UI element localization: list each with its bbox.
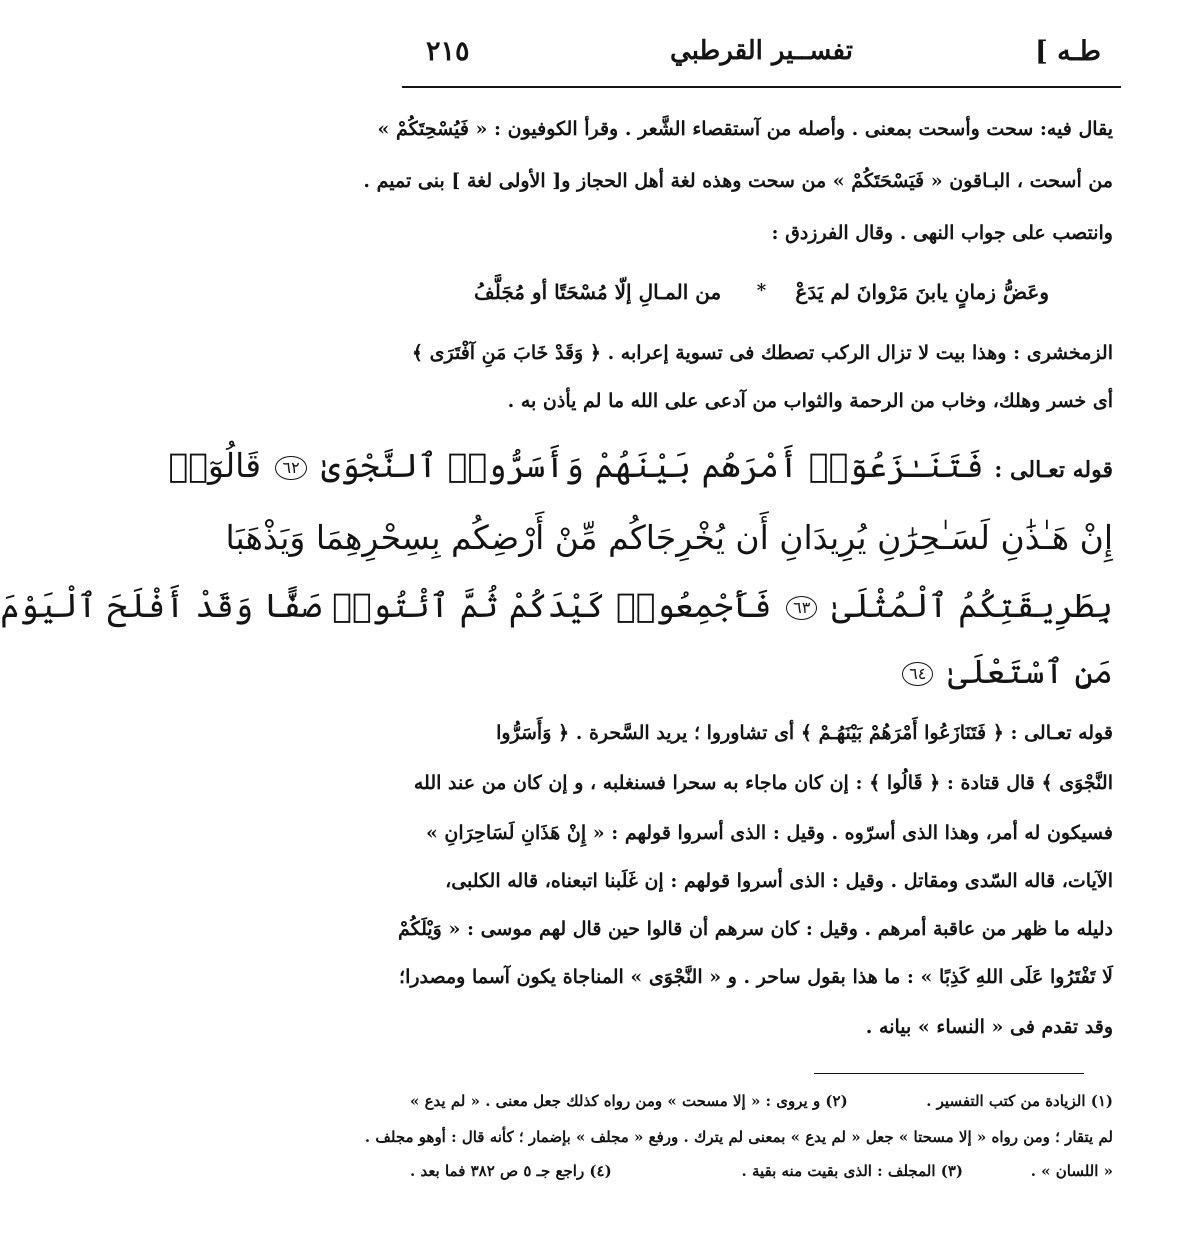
page-number: ٢١٥ bbox=[426, 36, 470, 67]
text-line-4: الزمخشرى : وهذا بيت لا تزال الركب تصطك فى تسوية إعرابه . ﴿ وَقَدْ خَابَ مَنِ آفْتَرَى ﴾ bbox=[411, 342, 1113, 364]
page-header bbox=[402, 32, 1121, 80]
poem-second-hemistich: من المـالِ إلّا مُسْحَتًا أو مُجَلَّفُ bbox=[474, 280, 722, 304]
poem-separator: * bbox=[756, 280, 767, 301]
text-line-5: أى خسر وهلك، وخاب من الرحمة والثواب من آدعى على الله ما لم يأذن به . bbox=[507, 390, 1113, 412]
poem-first-hemistich: وعَضُّ زمانٍ يابنَ مَرْوانَ لم يَدَعْ bbox=[795, 280, 1049, 304]
commentary-line-6: لَا تَفْتَرُوا عَلَى اللهِ كَذِبًا » : ما هذا بقول ساحر . و « النَّجْوَى » المناجاة يكون آسما ومصدرا؛ bbox=[399, 966, 1113, 988]
text-line-1: يقال فيه: سحت وأسحت بمعنى . وأصله من آستقصاء الشَّعر . وقرأ الكوفيون : « فَيُسْحِتَكُمْ » bbox=[377, 118, 1113, 140]
quran-line-4 bbox=[414, 652, 1113, 691]
verse-number-62: ٦٢ bbox=[275, 456, 306, 480]
quran-text: مَنِ ٱسْتَعْلَىٰ bbox=[947, 652, 1113, 691]
footnote-2: (٢) و يروى : « إلا مسحت » ومن رواه كذلك جعل معنى . « لم يدع » bbox=[410, 1092, 848, 1110]
running-title: تفســير القرطبي bbox=[670, 36, 853, 66]
commentary-line-1: قوله تعـالى : ﴿ فَتَنَازَعُوا أَمْرَهُمْ بَيْنَهُـمْ ﴾ أى تشاوروا ؛ يريد السَّحرة . ﴿ وَأَسَرُّوا bbox=[496, 722, 1113, 744]
footnote-4: (٤) راجع جـ ٥ ص ٣٨٢ فما بعد . bbox=[410, 1162, 612, 1180]
footnote-row-2 bbox=[364, 1128, 1113, 1152]
verse-number-63: ٦٣ bbox=[786, 596, 817, 620]
commentary-line-2: النَّجْوَى ﴾ قال قتادة : ﴿ قَالُوا ﴾ : إن كان ماجاء به سحرا فسنغلبه ، و إن كان من عند الله bbox=[413, 772, 1113, 794]
commentary-line-7: وقد تقدم فى « النساء » بيانه . bbox=[865, 1016, 1113, 1038]
text-line-2: من أسحت ، البـاقون « فَيَسْحَتَكُمْ » من سحت وهذه لغة أهل الحجاز و[ الأولى لغة ] بنى تميم . bbox=[363, 170, 1113, 192]
quran-text: فَأَجْمِعُوا۟ كَيْدَكُمْ ثُمَّ ٱئْتُوا۟ صَفًّا وَقَدْ أَفْلَحَ ٱلْيَوْمَ bbox=[0, 586, 772, 625]
commentary-line-5: دليله ما ظهر من عاقبة أمرهم . وقيل : كان سرهم أن قالوا حين قال لهم موسى : « وَيْلَكُمْ bbox=[397, 918, 1113, 940]
footnote-1: (١) الزيادة من كتب التفسير . bbox=[926, 1092, 1113, 1110]
quran-line-2 bbox=[225, 518, 1113, 557]
poem-verse bbox=[474, 268, 1049, 314]
footnote-row-3 bbox=[410, 1162, 1113, 1186]
verse-number-64: ٦٤ bbox=[902, 662, 933, 686]
quran-text: قَالُوٓا۟ bbox=[168, 446, 261, 485]
quran-intro: قوله تعـالى : bbox=[994, 457, 1113, 483]
commentary-line-4: الآيات، قاله السّدى ومقاتل . وقيل : الذى أسروا قولهم : إن غَلَبنا اتبعناه، قاله الكلبى، bbox=[445, 870, 1113, 892]
commentary-line-3: فسيكون له أمر، وهذا الذى أسرّوه . وقيل : الذى أسروا قولهم : « إِنْ هَذَانِ لَسَاحِرَانِ » bbox=[425, 822, 1113, 844]
quran-line-3 bbox=[0, 586, 1113, 625]
footnote-3: (٣) المجلف : الذى بقيت منه بقية . bbox=[741, 1162, 963, 1180]
text-line-3: وانتصب على جواب النهى . وقال الفرزدق : bbox=[771, 222, 1113, 244]
footnote-2-continued: لم يتقار ؛ ومن رواه « إلا مسحتا » جعل « لم يدع » بمعنى لم يترك . ورفع « مجلف » بإضمار ؛ كأنه قال : أوهو مجلف . bbox=[364, 1128, 1113, 1146]
quran-text: فَتَنَـٰزَعُوٓا۟ أَمْرَهُم بَيْنَهُمْ وَأَسَرُّوا۟ ٱلنَّجْوَىٰ bbox=[321, 446, 984, 485]
footnote-row-1 bbox=[410, 1092, 1113, 1116]
chapter-mark: طـه ] bbox=[1034, 36, 1101, 67]
quran-line-1 bbox=[168, 446, 1113, 485]
header-rule bbox=[402, 86, 1121, 88]
footnote-rule bbox=[814, 1073, 1084, 1074]
quran-text: إِنْ هَـٰذَٰنِ لَسَـٰحِرَٰنِ يُرِيدَانِ أَن يُخْرِجَاكُم مِّنْ أَرْضِكُم بِسِحْرِهِمَا وَيَذْهَبَا bbox=[225, 518, 1113, 557]
footnote-2-end: « اللسان » . bbox=[1030, 1162, 1113, 1180]
quran-text: بِطَرِيقَتِكُمُ ٱلْمُثْلَىٰ bbox=[831, 586, 1113, 625]
